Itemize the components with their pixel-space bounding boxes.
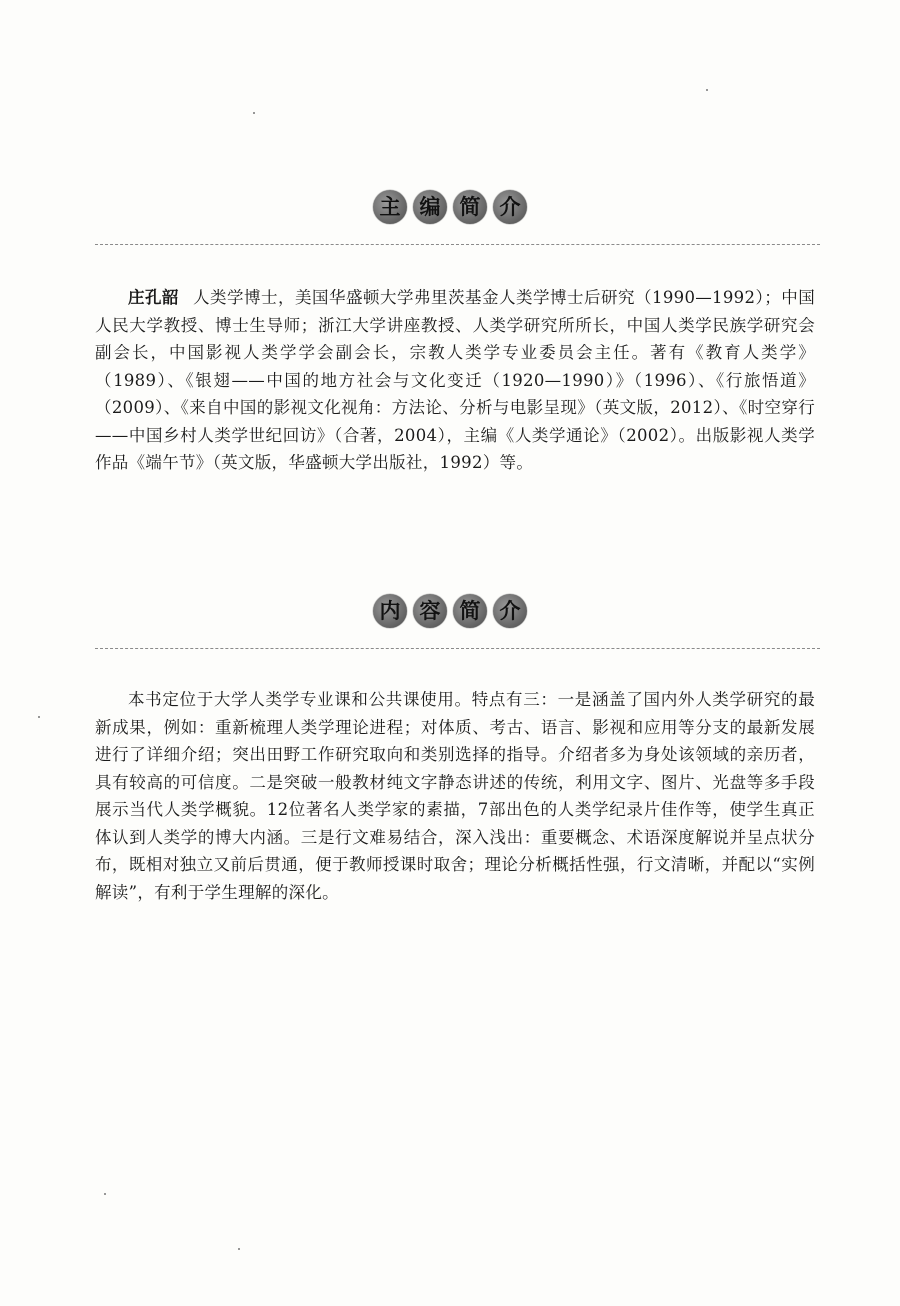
heading-char: 内 (373, 594, 407, 628)
content-summary-paragraph: 本书定位于大学人类学专业课和公共课使用。特点有三：一是涵盖了国内外人类学研究的最新成果，例如：重新梳理人类学理论进程；对体质、考古、语言、影视和应用等分支的最新发展进行了详细介绍；突出田野工作研究取向和类别选择的指导。介绍者多为身处该领域的亲历者，具有较高的可信度。二是突破一般教材纯文字静态讲述的传统，利用文字、图片、光盘等多手段展示当代人类学概貌。12位著名人类学家的素描，7部出色的人类学纪录片佳作等，使学生真正体认到人类学的博大内涵。三是行文难易结合，深入浅出：重要概念、术语深度解说并呈点状分布，既相对独立又前后贯通，便于教师授课时取舍；理论分析概括性强，行文清晰，并配以“实例解读”，有利于学生理解的深化。 (95, 690, 815, 902)
scan-speck (706, 89, 708, 91)
editor-bio-paragraph (95, 284, 815, 477)
author-name: 庄孔韶 (128, 288, 180, 307)
editor-section-divider (95, 244, 820, 245)
heading-char: 介 (493, 190, 527, 224)
scan-speck (253, 112, 255, 114)
heading-char: 主 (373, 190, 407, 224)
author-bio: 人类学博士，美国华盛顿大学弗里茨基金人类学博士后研究（1990—1992）；中国人民大学教授、博士生导师；浙江大学讲座教授、人类学研究所所长，中国人类学民族学研究会副会长，中国影视人类学学会副会长，宗教人类学专业委员会主任。著有《教育人类学》（1989）、《银翅——中国的地方社会与文化变迁（1920—1990）》（1996）、《行旅悟道》（2009）、《来自中国的影视文化视角：方法论、分析与电影呈现》（英文版，2012）、《时空穿行——中国乡村人类学世纪回访》（合著，2004），主编《人类学通论》（2002）。出版影视人类学作品《端午节》（英文版，华盛顿大学出版社，1992）等。 (95, 288, 816, 472)
scan-speck (38, 716, 40, 718)
content-section-heading (0, 594, 900, 628)
editor-section-heading (0, 190, 900, 224)
heading-char: 编 (413, 190, 447, 224)
heading-char: 介 (493, 594, 527, 628)
scan-speck (104, 1193, 106, 1195)
scan-speck (238, 1248, 240, 1250)
heading-char: 简 (453, 594, 487, 628)
content-section-divider (95, 648, 820, 649)
heading-char: 容 (413, 594, 447, 628)
heading-char: 简 (453, 190, 487, 224)
